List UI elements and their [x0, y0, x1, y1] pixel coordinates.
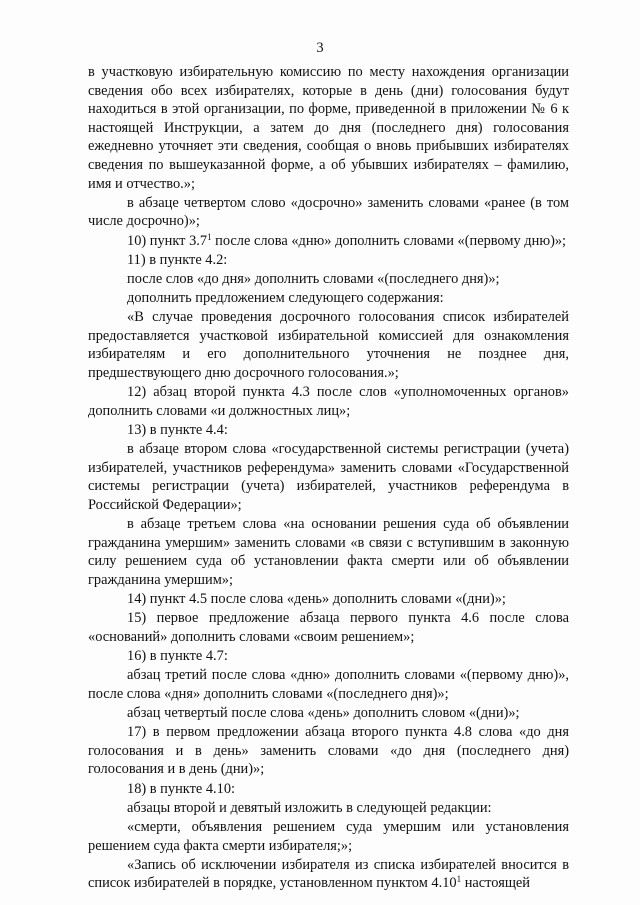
- paragraph-text: «смерти, объявления решением суда умершим или установления решением суда факта смерти избирателя;»;: [88, 819, 569, 854]
- document-paragraph: [88, 63, 569, 193]
- superscript-marker: 1: [207, 231, 212, 242]
- document-paragraph: [88, 194, 569, 231]
- paragraph-text: в абзаце третьем слова «на основании решения суда об объявлении гражданина умершим» заменить словами «в связи с вступившим в законную силу решением суда об установлении факта смерти или об объявлении гражданина умершим»;: [88, 516, 569, 588]
- document-paragraph: [88, 421, 569, 440]
- document-paragraph: [88, 289, 569, 308]
- paragraph-text: 18) в пункте 4.10:: [127, 780, 236, 797]
- paragraph-text-continued: после слова «дню» дополнить словами «(первому дню)»;: [211, 232, 567, 249]
- document-paragraph: [88, 590, 569, 609]
- paragraph-text: в абзаце втором слова «государственной системы регистрации (учета) избирателей, участников референдума» заменить словами «Государственной системы регистрации (учета) избирателей, участников референдума в Российской Федерации»;: [88, 441, 569, 513]
- document-paragraph: [88, 780, 569, 799]
- document-paragraph: [88, 666, 569, 703]
- document-paragraph: [88, 723, 569, 779]
- document-paragraph: [88, 647, 569, 666]
- paragraph-text: 15) первое предложение абзаца первого пункта 4.6 после слова «оснований» дополнить словами «своим решением»;: [88, 610, 569, 645]
- paragraph-text: 10) пункт 3.7: [127, 232, 208, 249]
- paragraph-text: абзац третий после слова «дню» дополнить словами «(первому дню)», после слова «дня» дополнить словами «(последнего дня)»;: [88, 667, 569, 702]
- document-paragraph: [88, 799, 569, 818]
- document-paragraph: [88, 308, 569, 382]
- paragraph-text: 13) в пункте 4.4:: [127, 422, 228, 439]
- paragraph-text-continued: настоящей: [461, 875, 530, 892]
- paragraph-text: 14) пункт 4.5 после слова «день» дополнить словами «(дни)»;: [127, 591, 506, 608]
- paragraph-text: «В случае проведения досрочного голосования список избирателей предоставляется участковой избирательной комиссией для ознакомления избирателям и его дополнительного уточнения не позднее дня, предшествующего дню досрочного голосования.»;: [88, 309, 569, 382]
- document-paragraph: [88, 818, 569, 855]
- paragraph-text: абзац четвертый после слова «день» дополнить словом «(дни)»;: [127, 705, 520, 722]
- document-paragraph: [88, 704, 569, 723]
- document-paragraph: [88, 515, 569, 589]
- superscript-marker: 1: [456, 874, 462, 885]
- paragraph-text: в участковую избирательную комиссию по месту нахождения организации сведения обо всех избирателях, которые в день (дни) голосования будут находиться в этой организации, по форме, приведенной в приложении № 6 к настоящей Инструкции, а затем до дня (последнего дня) голосования ежедневно уточняет эти сведения, сообщая о вновь прибывших избирателях сведения по вышеуказанной форме, а об убывших избирателях – фамилию, имя и отчество.»;: [88, 64, 569, 192]
- paragraph-text: 12) абзац второй пункта 4.3 после слов «уполномоченных органов» дополнить словами «и должностных лиц»;: [88, 384, 569, 419]
- document-body: [88, 63, 569, 893]
- paragraph-text: дополнить предложением следующего содержания:: [127, 290, 444, 307]
- paragraph-text: в абзаце четвертом слово «досрочно» заменить словами «ранее (в том числе досрочно)»;: [88, 194, 569, 230]
- document-paragraph: [88, 440, 569, 514]
- paragraph-text: после слов «до дня» дополнить словами «(последнего дня)»;: [127, 270, 500, 287]
- paragraph-text: «Запись об исключении избирателя из списка избирателей вносится в список избирателей в порядке, установленном пунктом 4.10: [88, 856, 569, 892]
- document-paragraph: [88, 251, 569, 270]
- page-number: 3: [316, 40, 324, 56]
- paragraph-text: 16) в пункте 4.7:: [127, 648, 228, 665]
- document-paragraph: [88, 856, 569, 893]
- paragraph-text: абзацы второй и девятый изложить в следующей редакции:: [127, 799, 492, 816]
- paragraph-text: 11) в пункте 4.2:: [127, 251, 228, 268]
- paragraph-text: 17) в первом предложении абзаца второго пункта 4.8 слова «до дня голосования и в день» заменить словами «до дня (последнего дня) голосования и в день (дни)»;: [88, 724, 569, 778]
- document-paragraph: [88, 383, 569, 420]
- document-paragraph: [88, 270, 569, 289]
- document-paragraph: [88, 609, 569, 646]
- document-paragraph: [88, 232, 569, 251]
